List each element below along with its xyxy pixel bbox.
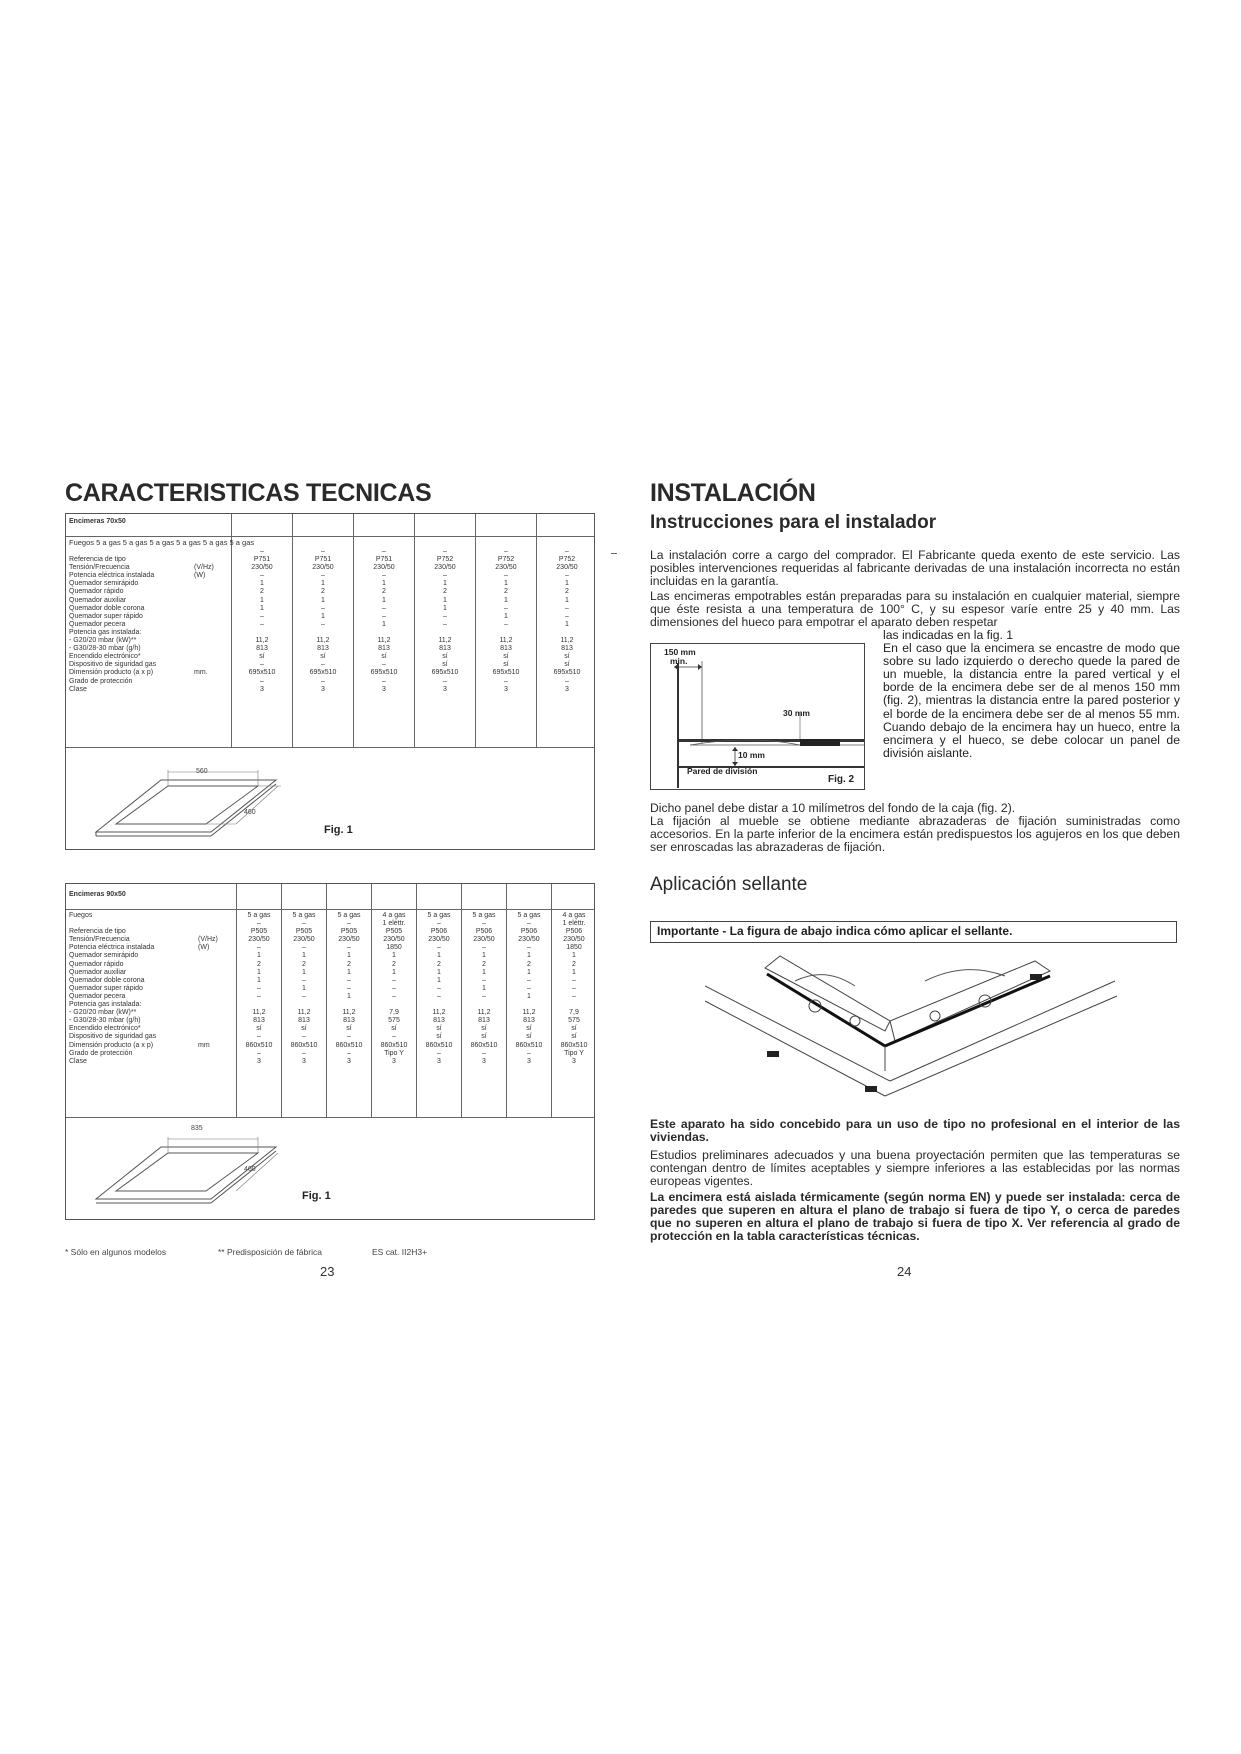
row-units: (V/Hz) (W) mm.	[194, 564, 214, 677]
table-column: – P751 230/50 – 1 2 1 1 – – 11,2 813 sí – 695x510 – 3	[248, 548, 276, 693]
table-column: 5 a gas – P506 230/50 – 1 2 1 – 1 – 11,2 813 sí sí 860x510 – 3	[470, 912, 498, 1065]
right-page-title: INSTALACIÓN	[650, 479, 816, 507]
row-labels: Referencia de tipo Tensión/Frecuencia Potencia eléctrica instalada Quemador semirápido Quemador rápido Quemador auxiliar Quemador doble corona Quemador super rápido Quemador pecera Potencia gas instalada: - G20/20 mbar (kW)** - G30/28-30 mbar (g/h) Encendido electrónico* Dispositivo de siguridad gas Dimensión producto (a x p) Grado de protección Clase	[69, 928, 157, 1065]
table-column: 5 a gas – P505 230/50 – 1 2 1 – 1 – 11,2 813 sí – 860x510 – 3	[290, 912, 318, 1065]
table-title: Encimeras 70x50	[69, 518, 126, 525]
fig2-side-paragraph: las indicadas en la fig. 1 En el caso que la encimera se encastre de modo que sobre su lado izquierdo o derecho quede la pared de un mueble, la distancia entre la pared vertical y el borde de la encimera debe ser de al menos 150 mm (fig. 2), mientras la distancia entre la pared posterior y el borde de la encimera debe ser de al menos 55 mm. Cuando debajo de la encimera hay un hueco, entre la encimera y el hueco, se debe colocar un panel de división aislante.	[883, 628, 1180, 760]
label-pared-division: Pared de división	[687, 766, 758, 776]
intro-text-1: La instalación corre a cargo del comprador. El Fabricante queda exento de este servicio. Las posibles intervenciones requeridas al fabricante derivadas de una instalación incorrecta no están incluidas en la garantía.	[650, 548, 1180, 589]
after-fig-text-2: La fijación al mueble se obtiene mediante abrazaderas de fijación suministradas como accesorios. En la parte inferior de la encimera están predispuestos los agujeros en los que deben ser enroscadas las abrazaderas de fijación.	[650, 814, 1180, 855]
table-column: 4 a gas 1 eléttr. P505 230/50 1850 1 2 1 – – – 7,9 575 sí – 860x510 Tipo Y 3	[380, 912, 408, 1065]
intro-paragraph-2	[650, 590, 1180, 629]
sealant-heading: Aplicación sellante	[650, 874, 808, 895]
label-10mm: 10 mm	[738, 750, 765, 760]
spec-table-70x50	[65, 513, 595, 850]
after-fig-text-1: Dicho panel debe distar a 10 milímetros del fondo de la caja (fig. 2).	[650, 801, 1016, 815]
label-30mm: 30 mm	[783, 708, 810, 718]
fuegos-header: Fuegos 5 a gas 5 a gas 5 a gas 5 a gas 5 a gas 5 a gas	[69, 538, 255, 547]
table-title: Encimeras 90x50	[69, 891, 126, 898]
bold-paragraph-1	[650, 1118, 1180, 1144]
fig2-label: Fig. 2	[828, 774, 855, 785]
dimension-depth: 460	[244, 1166, 256, 1173]
label-min: min.	[670, 656, 688, 666]
page-number-left: 23	[320, 1264, 335, 1279]
dimension-depth: 460	[244, 809, 256, 816]
table-column: 4 a gas 1 eléttr. P506 230/50 1850 1 2 1 – – – 7,9 575 sí sí 860x510 Tipo Y 3	[560, 912, 588, 1065]
bold-text-1: Este aparato ha sido concebido para un uso de tipo no profesional en el interior de las viviendas.	[650, 1117, 1180, 1145]
fig-label: Fig. 1	[324, 824, 353, 836]
label-150mm: 150 mm	[664, 647, 696, 657]
footnote-3: ES cat. II2H3+	[372, 1247, 428, 1257]
studies-text: Estudios preliminares adecuados y una buena proyectación permiten que las temperaturas se contengan dentro de límites aceptables y siempre inferiores a las establecidas por las normas europeas vigentes.	[650, 1148, 1180, 1189]
dimension-width: 560	[196, 768, 208, 775]
table-column: 5 a gas – P505 230/50 – 1 2 1 – – 1 11,2 813 sí – 860x510 – 3	[335, 912, 363, 1065]
page-divider-mark	[611, 553, 617, 554]
table-column: – P752 230/50 – 1 2 1 – 1 – 11,2 813 sí sí 695x510 – 3	[492, 548, 520, 693]
left-page-title: CARACTERISTICAS TECNICAS	[65, 479, 432, 507]
row-labels: Referencia de tipo Tensión/Frecuencia Potencia eléctrica instalada Quemador semirápido Quemador rápido Quemador auxiliar Quemador doble corona Quemador super rápido Quemador pecera Potencia gas instalada: - G20/20 mbar (kW)** - G30/28-30 mbar (g/h) Encendido electrónico* Dispositivo de siguridad gas Dimensión producto (a x p) Grado de protección Clase	[69, 556, 157, 693]
table-column: – P751 230/50 – 1 2 1 – – 1 11,2 813 sí – 695x510 – 3	[370, 548, 398, 693]
row-units: (V/Hz) (W) mm	[198, 936, 218, 1049]
table-column: – P752 230/50 – 1 2 1 – – 1 11,2 813 sí sí 695x510 – 3	[553, 548, 581, 693]
after-fig-paragraph-2	[650, 815, 1180, 854]
table-column: – P751 230/50 – 1 2 1 – 1 – 11,2 813 sí – 695x510 – 3	[309, 548, 337, 693]
bold-paragraph-2	[650, 1191, 1180, 1243]
important-notice: Importante - La figura de abajo indica cómo aplicar el sellante.	[650, 921, 1177, 943]
right-page-subtitle: Instrucciones para el instalador	[650, 512, 937, 533]
dimension-width: 835	[191, 1125, 203, 1132]
studies-paragraph	[650, 1149, 1180, 1188]
fuegos-label: Fuegos	[69, 912, 93, 919]
table-column: 5 a gas – P505 230/50 – 1 2 1 1 – – 11,2 813 sí – 860x510 – 3	[245, 912, 273, 1065]
footnote-1: * Sólo en algunos modelos	[65, 1247, 167, 1257]
cutout-diagram-70x50	[86, 762, 336, 844]
sealant-diagram	[705, 946, 1125, 1106]
intro-paragraph-1	[650, 549, 1180, 588]
page-number-right: 24	[897, 1264, 912, 1279]
intro-text-2: Las encimeras empotrables están preparadas para su instalación en cualquier material, siempre que éste resista a una temperatura de 100° C, y su espesor varíe entre 25 y 40 mm. Las dimensiones del hueco para empotrar el aparato deben respetar	[650, 589, 1180, 630]
spec-table-90x50	[65, 883, 595, 1220]
cutout-diagram-90x50	[86, 1129, 336, 1211]
table-column: 5 a gas – P506 230/50 – 1 2 1 – – 1 11,2 813 sí sí 860x510 – 3	[515, 912, 543, 1065]
table-column: 5 a gas – P506 230/50 – 1 2 1 1 – – 11,2 813 sí sí 860x510 – 3	[425, 912, 453, 1065]
fig-label: Fig. 1	[302, 1190, 331, 1202]
bold-text-2: La encimera está aislada térmicamente (según norma EN) y puede ser instalada: cerca de paredes que superen en altura el plano de trabajo si fuera de tipo Y, o cerca de paredes que no superen en altura el plano de trabajo si fuera de tipo X. Ver referencia al grado de protección en la tabla características técnicas.	[650, 1190, 1180, 1244]
footnote-2: ** Predisposición de fábrica	[218, 1247, 322, 1257]
table-column: – P752 230/50 – 1 2 1 1 – – 11,2 813 sí sí 695x510 – 3	[431, 548, 459, 693]
